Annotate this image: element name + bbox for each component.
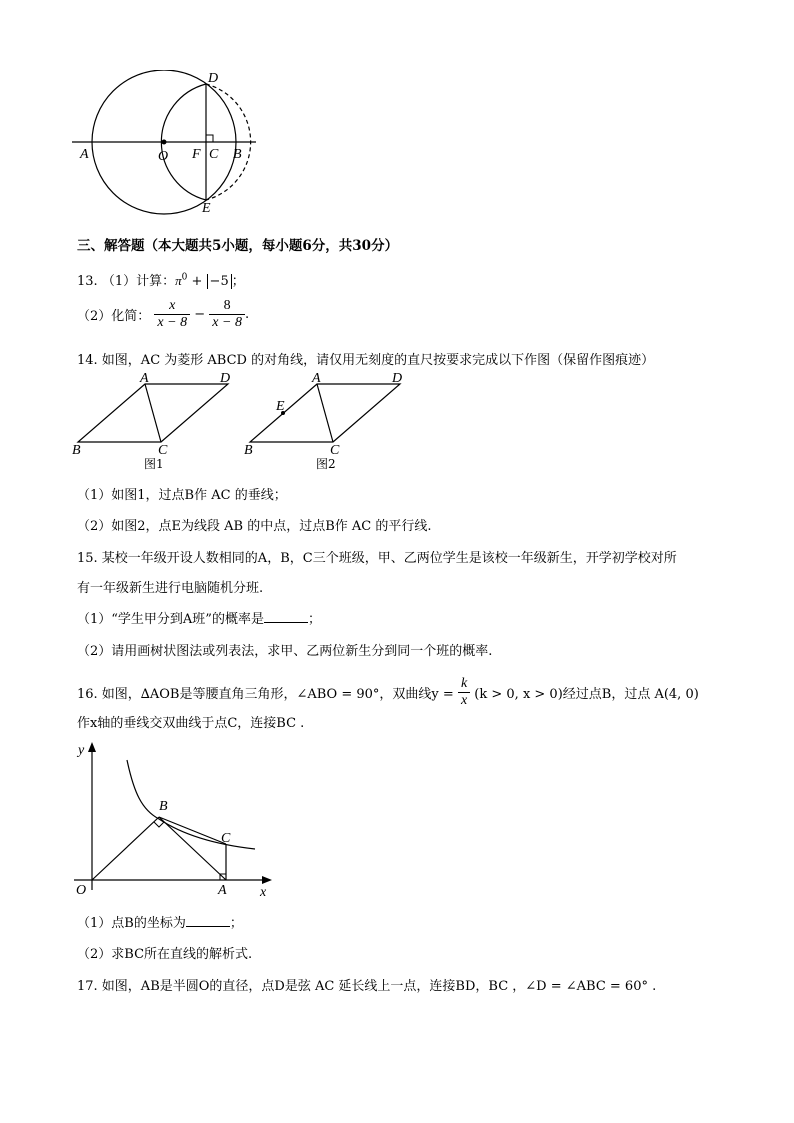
fig2-label-e: E bbox=[276, 399, 285, 414]
q16-part1-prefix: （1）点B的坐标为 bbox=[77, 916, 186, 931]
q16-fraction: $\frac{k}{x}$ bbox=[458, 676, 470, 709]
segment-bc bbox=[159, 817, 226, 844]
rhombus-figure-2 bbox=[240, 372, 420, 472]
fig1-label-d: D bbox=[220, 372, 231, 386]
label-y: y bbox=[78, 743, 85, 758]
q17-text: 17. 如图，AB是半圆O的直径，点D是弦 AC 延长线上一点，连接BD，BC ，∠D = ∠ABC = 60° . bbox=[77, 979, 657, 994]
fraction-1: $\frac{x}{x - 8}$ bbox=[154, 298, 190, 331]
q16-line1 bbox=[77, 676, 699, 709]
label-b: B bbox=[233, 147, 242, 162]
fig2-label-a: A bbox=[312, 372, 321, 386]
exponent: 0 bbox=[181, 272, 188, 283]
fig2-label-d: D bbox=[392, 372, 403, 386]
q13-part2 bbox=[77, 298, 249, 331]
label-x: x bbox=[260, 885, 267, 900]
fraction-2: $\frac{8}{x - 8}$ bbox=[209, 298, 245, 331]
label-e: E bbox=[202, 201, 211, 216]
q15-line2: 有一年级新生进行电脑随机分班. bbox=[77, 581, 264, 596]
label-o: O bbox=[158, 149, 169, 164]
fig1-label-b: B bbox=[72, 443, 81, 458]
q15-part1-end: ； bbox=[307, 612, 321, 627]
fig1-label-c: C bbox=[158, 443, 168, 458]
q16-line1-a: 16. 如图，∆AOB是等腰直角三角形，∠ABO = 90°，双曲线y = bbox=[77, 687, 454, 702]
q15-part1-prefix: （1）“学生甲分到A班”的概率是 bbox=[77, 612, 264, 627]
q13-number: 13. bbox=[77, 274, 98, 289]
hyperbola-figure bbox=[70, 738, 285, 903]
q13-part2-prefix: （2）化简： bbox=[77, 309, 151, 324]
plus-sign: + bbox=[191, 274, 203, 289]
segment-ob bbox=[92, 817, 159, 880]
right-angle-mark bbox=[206, 135, 213, 142]
right-angle-b bbox=[154, 822, 164, 827]
q14-part2: （2）如图2，点E为线段 AB 的中点，过点B作 AC 的平行线. bbox=[77, 519, 432, 534]
label-c: C bbox=[209, 147, 219, 162]
pi-symbol: π bbox=[175, 273, 182, 288]
label-f: F bbox=[192, 147, 201, 162]
label-a: A bbox=[80, 147, 89, 162]
section-title: 三、解答题（本大题共5小题，每小题6分，共30分） bbox=[77, 238, 399, 254]
x-axis-arrow bbox=[262, 876, 272, 884]
fig1-caption: 图1 bbox=[144, 457, 164, 471]
diagonal-ac-1 bbox=[145, 384, 161, 442]
q14-part1: （1）如图1，过点B作 AC 的垂线； bbox=[77, 488, 287, 503]
q16-line2: 作x轴的垂线交双曲线于点C，连接BC . bbox=[77, 716, 305, 731]
label-o: O bbox=[76, 883, 87, 898]
hyperbola-curve bbox=[127, 760, 255, 849]
q15-part1 bbox=[77, 608, 321, 627]
diagonal-ac-2 bbox=[317, 384, 333, 442]
fig1-label-a: A bbox=[140, 372, 149, 386]
answer-blank bbox=[264, 612, 308, 623]
fig2-label-b: B bbox=[244, 443, 253, 458]
center-dot bbox=[162, 140, 167, 145]
label-a: A bbox=[218, 883, 227, 898]
q13-part2-end: . bbox=[244, 307, 250, 322]
q14-stem: 14. 如图，AC 为菱形 ABCD 的对角线，请仅用无刻度的直尺按要求完成以下作图（保留作图痕迹） bbox=[77, 353, 655, 368]
minus-sign: − bbox=[194, 307, 206, 322]
q16-part1-end: ； bbox=[229, 916, 243, 931]
fig2-caption: 图2 bbox=[316, 457, 336, 471]
label-b: B bbox=[159, 799, 168, 814]
q16-line1-b: (k > 0, x > 0)经过点B，过点 A(4, 0) bbox=[474, 687, 699, 702]
answer-blank bbox=[186, 916, 230, 927]
q13-part1-prefix: （1）计算： bbox=[101, 274, 176, 289]
q16-part1 bbox=[77, 912, 243, 931]
q15-line1: 15. 某校一年级开设人数相同的A，B，C三个班级，甲、乙两位学生是该校一年级新生，开学初学校对所 bbox=[77, 551, 677, 566]
segment-ba bbox=[159, 817, 226, 880]
q16-part2: （2）求BC所在直线的解析式. bbox=[77, 947, 253, 962]
abs-value: −5 bbox=[207, 274, 232, 289]
y-axis-arrow bbox=[88, 742, 96, 752]
label-d: D bbox=[208, 71, 219, 86]
label-c: C bbox=[221, 831, 231, 846]
circle-figure bbox=[70, 70, 270, 220]
q13-part1-end: ； bbox=[231, 274, 245, 289]
fig2-label-c: C bbox=[330, 443, 340, 458]
q13-part1 bbox=[77, 270, 245, 289]
q15-part2: （2）请用画树状图法或列表法，求甲、乙两位新生分到同一个班的概率. bbox=[77, 644, 493, 659]
rhombus-figure-1 bbox=[68, 372, 248, 472]
